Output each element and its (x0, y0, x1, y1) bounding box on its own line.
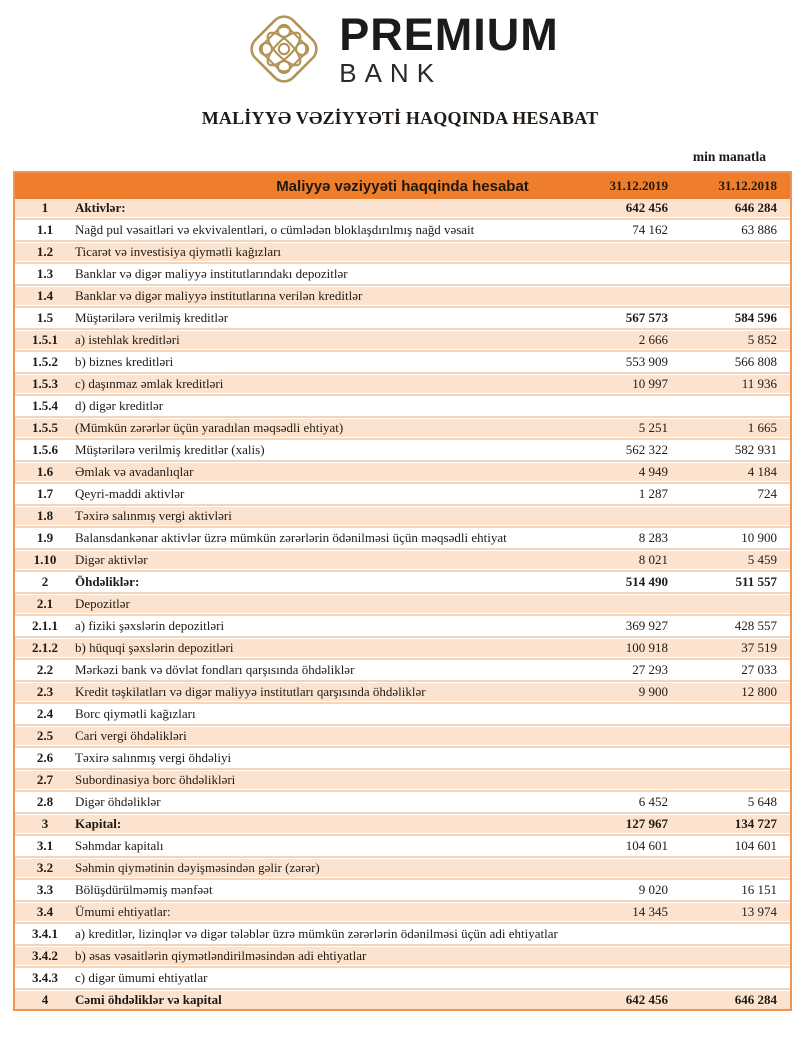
row-value-2018: 104 601 (734, 838, 777, 853)
row-label: Qeyri-maddi aktivlər (75, 486, 185, 501)
table-row (15, 287, 790, 305)
row-label: Cari vergi öhdəlikləri (75, 728, 187, 743)
row-value-2019: 642 456 (625, 992, 668, 1007)
row-number: 1.5.2 (32, 354, 58, 369)
row-value-2019: 100 918 (625, 640, 668, 655)
table-row (15, 991, 790, 1009)
row-number: 2.6 (36, 750, 54, 765)
row-label: Cəmi öhdəliklər və kapital (75, 992, 222, 1007)
row-value-2018: 12 800 (741, 684, 777, 699)
row-number: 1.5.3 (32, 376, 58, 391)
row-value-2018: 428 557 (734, 618, 777, 633)
table-row (15, 419, 790, 437)
row-label: Borc qiymətli kağızları (75, 706, 196, 721)
row-value-2019: 1 287 (638, 486, 668, 501)
row-label: b) əsas vəsaitlərin qiymətləndirilməsindən adi ehtiyatlar (75, 948, 367, 963)
column-header-2018: 31.12.2018 (718, 178, 777, 193)
row-label: Subordinasiya borc öhdəlikləri (75, 772, 236, 787)
row-value-2018: 37 519 (741, 640, 777, 655)
row-value-2018: 1 665 (747, 420, 777, 435)
row-value-2019: 27 293 (632, 662, 668, 677)
row-value-2019: 514 490 (625, 574, 668, 589)
row-number: 1.10 (33, 552, 57, 567)
row-number: 3.4.1 (32, 926, 58, 941)
row-label: a) istehlak kreditləri (75, 332, 180, 347)
row-value-2018: 4 184 (747, 464, 777, 479)
row-label: Öhdəliklər: (75, 574, 140, 589)
row-number: 3.2 (36, 860, 54, 875)
table-header-row (15, 173, 790, 199)
bank-name-sub: BANK (339, 58, 443, 88)
row-label: Əmlak və avadanlıqlar (75, 464, 194, 479)
row-label: Digər aktivlər (75, 552, 148, 567)
row-value-2019: 2 666 (638, 332, 668, 347)
table-row (15, 265, 790, 283)
table-row (15, 353, 790, 371)
row-value-2018: 63 886 (741, 222, 777, 237)
row-number: 1.7 (36, 486, 54, 501)
row-label: a) kreditlər, lizinqlər və digər tələblər üzrə mümkün zərərlərin ödənilməsi üçün adi ehtiyatlar (75, 926, 558, 941)
table-row (15, 859, 790, 877)
row-value-2019: 642 456 (625, 200, 668, 215)
units-note: min manatla (692, 149, 766, 164)
row-label: Səhmin qiymətinin dəyişməsindən gəlir (zərər) (75, 860, 320, 875)
table-row (15, 485, 790, 503)
column-header-2019: 31.12.2019 (609, 178, 668, 193)
table-row (15, 463, 790, 481)
row-number: 1.1 (36, 222, 54, 237)
row-label: Nağd pul vəsaitləri və ekvivalentləri, o cümlədən bloklaşdırılmış nağd vəsait (75, 222, 475, 237)
table-row (15, 749, 790, 767)
row-label: Təxirə salınmış vergi aktivləri (75, 508, 232, 523)
row-label: Kredit təşkilatları və digər maliyyə institutları qarşısında öhdəliklər (75, 684, 426, 699)
bank-emblem-knot-icon (241, 6, 327, 92)
row-label: Balansdankənar aktivlər üzrə mümkün zərərlərin ödənilməsi üçün məqsədli ehtiyat (75, 530, 507, 545)
row-number: 2 (41, 574, 49, 589)
row-value-2018: 511 557 (735, 574, 777, 589)
row-label: Mərkəzi bank və dövlət fondları qarşısında öhdəliklər (75, 662, 355, 677)
table-row (15, 903, 790, 921)
row-number: 2.8 (36, 794, 54, 809)
table-row (15, 573, 790, 591)
table-row (15, 639, 790, 657)
row-value-2019: 369 927 (625, 618, 668, 633)
row-number: 2.3 (36, 684, 54, 699)
row-label: c) daşınmaz əmlak kreditləri (75, 376, 224, 391)
row-label: b) hüquqi şəxslərin depozitləri (75, 640, 234, 655)
row-label: (Mümkün zərərlər üçün yaradılan məqsədli ehtiyat) (75, 420, 344, 435)
table-row (15, 199, 790, 217)
row-value-2019: 8 283 (638, 530, 668, 545)
row-label: Kapital: (75, 816, 122, 831)
row-value-2018: 646 284 (734, 992, 777, 1007)
row-label: Müştərilərə verilmiş kreditlər (75, 310, 229, 325)
row-value-2019: 8 021 (638, 552, 668, 567)
table-row (15, 661, 790, 679)
row-value-2018: 582 931 (734, 442, 777, 457)
table-row (15, 507, 790, 525)
row-value-2018: 5 459 (747, 552, 777, 567)
row-number: 1.5.1 (32, 332, 58, 347)
row-number: 1.6 (36, 464, 54, 479)
row-label: Bölüşdürülməmiş mənfəət (75, 882, 213, 897)
table-row (15, 727, 790, 745)
row-value-2018: 11 936 (741, 376, 777, 391)
row-label: a) fiziki şəxslərin depozitləri (75, 618, 225, 633)
table-row (15, 771, 790, 789)
row-label: Səhmdar kapitalı (75, 838, 164, 853)
bank-name: PREMIUM (339, 9, 559, 60)
table-row (15, 595, 790, 613)
row-value-2019: 562 322 (625, 442, 668, 457)
table-row (15, 441, 790, 459)
table-row (15, 969, 790, 987)
row-value-2019: 567 573 (625, 310, 668, 325)
row-value-2019: 9 900 (638, 684, 668, 699)
row-value-2018: 13 974 (741, 904, 777, 919)
row-label: Digər öhdəliklər (75, 794, 161, 809)
row-label: b) biznes kreditləri (75, 354, 174, 369)
row-value-2018: 5 648 (747, 794, 777, 809)
row-value-2019: 9 020 (638, 882, 668, 897)
row-label: Təxirə salınmış vergi öhdəliyi (75, 750, 232, 765)
row-number: 3.4 (36, 904, 54, 919)
row-number: 1.8 (36, 508, 54, 523)
row-number: 1.5.5 (32, 420, 58, 435)
table-row (15, 243, 790, 261)
table-row (15, 815, 790, 833)
row-label: Banklar və digər maliyyə institutlarındakı depozitlər (75, 266, 348, 281)
row-label: Ticarət və investisiya qiymətli kağızları (75, 244, 282, 259)
row-value-2018: 566 808 (734, 354, 777, 369)
row-number: 1 (41, 200, 49, 215)
row-number: 2.1.1 (32, 618, 58, 633)
row-label: Ümumi ehtiyatlar: (75, 904, 171, 919)
financial-position-table (13, 171, 792, 1011)
row-number: 2.4 (36, 706, 54, 721)
table-row (15, 947, 790, 965)
row-label: Aktivlər: (75, 200, 126, 215)
table-row (15, 397, 790, 415)
row-label: Depozitlər (75, 596, 130, 611)
table-row (15, 375, 790, 393)
table-body (15, 199, 790, 1009)
row-label: d) digər kreditlər (75, 398, 164, 413)
row-value-2019: 127 967 (625, 816, 668, 831)
row-value-2018: 134 727 (734, 816, 777, 831)
table-row (15, 683, 790, 701)
document-title: MALİYYƏ VƏZİYYƏTİ HAQQINDA HESABAT (201, 108, 599, 128)
table-row (15, 925, 790, 943)
row-number: 3.3 (36, 882, 54, 897)
row-number: 3 (41, 816, 49, 831)
table-title: Maliyyə vəziyyəti haqqinda hesabat (276, 177, 529, 195)
row-label: Banklar və digər maliyyə institutlarına verilən kreditlər (75, 288, 363, 303)
row-number: 3.4.2 (32, 948, 58, 963)
row-value-2018: 584 596 (734, 310, 777, 325)
table-row (15, 705, 790, 723)
table-row (15, 529, 790, 547)
row-value-2019: 5 251 (638, 420, 668, 435)
row-number: 1.5.4 (32, 398, 58, 413)
row-number: 1.4 (36, 288, 54, 303)
table-row (15, 617, 790, 635)
row-value-2019: 74 162 (632, 222, 668, 237)
row-value-2018: 10 900 (741, 530, 777, 545)
row-number: 2.1 (36, 596, 54, 611)
row-number: 2.7 (36, 772, 54, 787)
row-number: 2.5 (36, 728, 54, 743)
row-value-2019: 14 345 (632, 904, 668, 919)
row-label: c) digər ümumi ehtiyatlar (75, 970, 208, 985)
table-row (15, 793, 790, 811)
row-value-2018: 27 033 (741, 662, 777, 677)
table-row (15, 551, 790, 569)
row-value-2018: 724 (757, 486, 777, 501)
table-row (15, 309, 790, 327)
row-value-2018: 646 284 (734, 200, 777, 215)
table-row (15, 881, 790, 899)
bank-logo (0, 0, 800, 94)
row-label: Müştərilərə verilmiş kreditlər (xalis) (75, 442, 265, 457)
table-row (15, 331, 790, 349)
row-number: 1.5 (36, 310, 54, 325)
row-number: 2.2 (36, 662, 54, 677)
row-value-2018: 5 852 (747, 332, 777, 347)
row-number: 1.2 (36, 244, 54, 259)
row-number: 1.3 (36, 266, 54, 281)
bank-name-block (339, 9, 559, 88)
row-value-2019: 6 452 (638, 794, 668, 809)
row-value-2019: 553 909 (625, 354, 668, 369)
row-value-2019: 104 601 (625, 838, 668, 853)
row-number: 3.1 (36, 838, 54, 853)
row-number: 1.5.6 (32, 442, 58, 457)
row-value-2018: 16 151 (741, 882, 777, 897)
row-number: 1.9 (36, 530, 54, 545)
row-value-2019: 10 997 (632, 376, 668, 391)
row-value-2019: 4 949 (638, 464, 668, 479)
row-number: 4 (41, 992, 49, 1007)
row-number: 2.1.2 (32, 640, 58, 655)
table-row (15, 221, 790, 239)
row-number: 3.4.3 (32, 970, 58, 985)
table-row (15, 837, 790, 855)
